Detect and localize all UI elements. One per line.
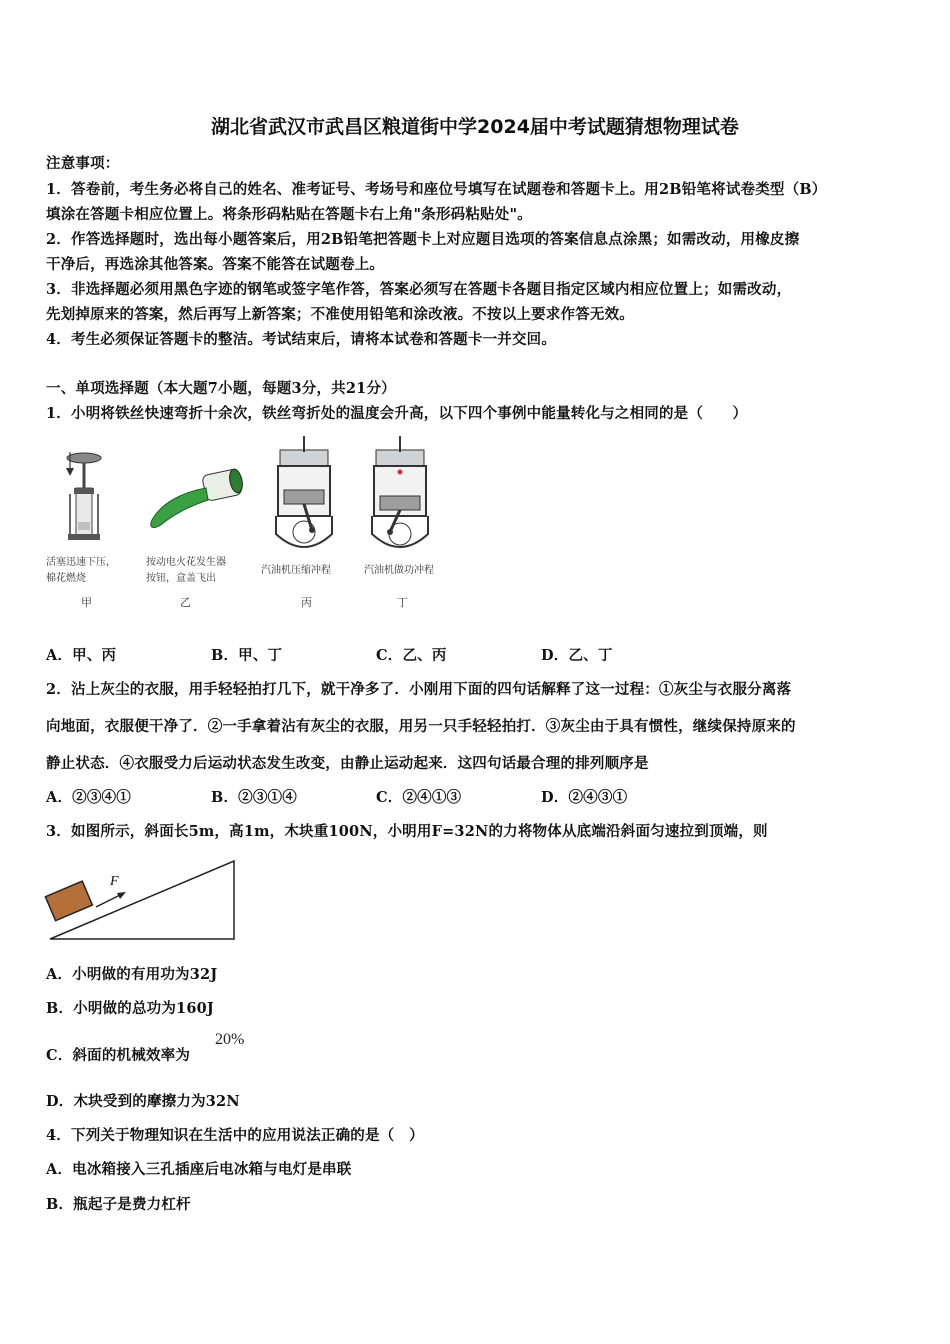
q1-option-b: B．甲、丁 — [211, 647, 283, 664]
q2-option-c: C．②④①③ — [376, 789, 462, 806]
fig-d-caption: 汽油机做功冲程 — [364, 565, 434, 576]
notice-line-1a: 1．答卷前，考生务必将自己的姓名、准考证号、考场号和座位号填写在试题卷和答题卡上。用2B铅笔将试卷类型（B） — [46, 181, 827, 198]
fig-b-caption-1: 按动电火花发生器 — [146, 557, 226, 568]
q1-option-c: C．乙、丙 — [376, 647, 447, 664]
notice-line-3b: 先划掉原来的答案，然后再写上新答案；不准使用铅笔和涂改液。不按以上要求作答无效。 — [46, 306, 634, 323]
fig-a-caption-1: 活塞迅速下压， — [46, 557, 116, 568]
q1-option-d: D．乙、丁 — [541, 647, 613, 664]
fig-a-caption-2: 棉花燃烧 — [46, 573, 86, 584]
section-heading: 一、单项选择题（本大题7小题，每题3分，共21分） — [46, 380, 396, 397]
fig-b-label: 乙 — [180, 596, 191, 609]
notice-line-2b: 干净后，再选涂其他答案。答案不能答在试题卷上。 — [46, 256, 385, 273]
q2-option-b: B．②③①④ — [211, 789, 297, 806]
q2-option-a: A．②③④① — [46, 789, 131, 806]
q4-option-b: B．瓶起子是费力杠杆 — [46, 1196, 191, 1213]
force-label: F — [110, 874, 119, 889]
q4-stem: 4．下列关于物理知识在生活中的应用说法正确的是（ ） — [46, 1127, 424, 1144]
q4-option-a: A．电冰箱接入三孔插座后电冰箱与电灯是串联 — [46, 1161, 352, 1178]
q2-line-3: 静止状态．④衣服受力后运动状态发生改变，由静止运动起来．这四句话最合理的排列顺序是 — [46, 755, 649, 772]
q2-option-d: D．②④③① — [541, 789, 628, 806]
engine-power-icon — [372, 436, 428, 547]
q3-option-a: A．小明做的有用功为32J — [46, 966, 218, 983]
q3-option-b: B．小明做的总功为160J — [46, 1000, 214, 1017]
notice-line-2a: 2．作答选择题时，选出每小题答案后，用2B铅笔把答题卡上对应题目选项的答案信息点涂黑；如需改动，用橡皮擦 — [46, 231, 800, 248]
q3-option-c: C．斜面的机械效率为 — [46, 1047, 191, 1064]
fig-a-label: 甲 — [81, 596, 92, 609]
notice-line-3a: 3．非选择题必须用黑色字迹的钢笔或签字笔作答，答案必须写在答题卡各题目指定区域内相应位置上；如需改动， — [46, 281, 792, 298]
q1-figure — [44, 430, 464, 615]
notice-line-4: 4．考生必须保证答题卡的整洁。考试结束后，请将本试卷和答题卡一并交回。 — [46, 331, 557, 348]
page-title: 湖北省武汉市武昌区粮道街中学2024届中考试题猜想物理试卷 — [211, 116, 739, 138]
notice-line-1b: 填涂在答题卡相应位置上。将条形码粘贴在答题卡右上角"条形码粘贴处"。 — [46, 206, 532, 223]
wooden-block-icon — [45, 881, 92, 921]
q1-option-a: A．甲、丙 — [46, 647, 117, 664]
spark-generator-icon — [151, 468, 245, 527]
fig-d-label: 丁 — [397, 596, 408, 609]
compressed-air-apparatus-icon — [66, 452, 101, 540]
q3-stem: 3．如图所示，斜面长5m，高1m，木块重100N，小明用F=32N的力将物体从底端沿斜面匀速拉到顶端，则 — [46, 823, 768, 840]
q2-line-2: 向地面，衣服便干净了．②一手拿着沾有灰尘的衣服，用另一只手轻轻拍打．③灰尘由于具有惯性，继续保持原来的 — [46, 718, 796, 735]
q2-line-1: 2．沾上灰尘的衣服，用手轻轻拍打几下，就干净多了．小刚用下面的四句话解释了这一过程：①灰尘与衣服分离落 — [46, 681, 792, 698]
notice-heading: 注意事项： — [46, 155, 120, 172]
fig-c-caption: 汽油机压缩冲程 — [261, 565, 331, 576]
incline-figure — [44, 855, 244, 947]
q3-option-d: D．木块受到的摩擦力为32N — [46, 1093, 240, 1110]
engine-compression-icon — [276, 436, 332, 547]
efficiency-value: 20% — [215, 1031, 245, 1048]
q1-stem: 1．小明将铁丝快速弯折十余次，铁丝弯折处的温度会升高，以下四个事例中能量转化与之相同的是（ ） — [46, 405, 748, 422]
fig-c-label: 丙 — [301, 596, 312, 609]
fig-b-caption-2: 按钮，盒盖飞出 — [146, 573, 216, 584]
